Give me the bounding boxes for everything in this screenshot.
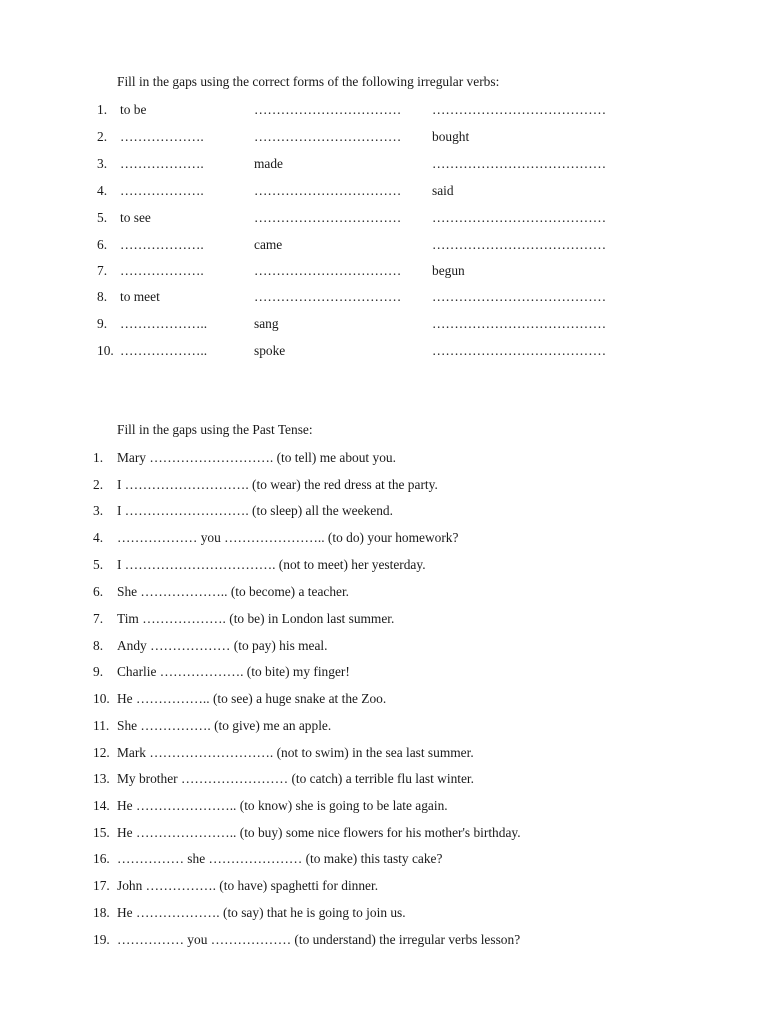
sentence-number: 13. (93, 771, 110, 786)
infinitive-cell: to meet (120, 289, 160, 304)
sentence-number: 14. (93, 798, 110, 813)
past-simple-cell: came (254, 237, 283, 252)
row-number: 10. (97, 343, 114, 358)
sentence-text: I ………………………. (to wear) the red dress at the party. (117, 477, 438, 492)
past-participle-cell: ………………………………… (432, 237, 607, 252)
infinitive-cell: ………………. (120, 237, 204, 252)
infinitive-cell: ………………. (120, 263, 204, 278)
sentence-text: …………… she ………………… (to make) this tasty cake? (117, 851, 443, 866)
row-number: 5. (97, 210, 108, 225)
row-number: 2. (97, 129, 108, 144)
sentence-text: She ……………. (to give) me an apple. (117, 718, 332, 733)
sentence-number: 12. (93, 745, 110, 760)
past-participle-cell: said (432, 183, 454, 198)
infinitive-cell: ……………….. (120, 316, 208, 331)
row-number: 9. (97, 316, 108, 331)
past-participle-cell: bought (432, 129, 470, 144)
sentence-text: …………… you ……………… (to understand) the irregular verbs lesson? (117, 932, 521, 947)
sentence-number: 7. (93, 611, 104, 626)
infinitive-cell: to see (120, 210, 151, 225)
past-participle-cell: ………………………………… (432, 289, 607, 304)
sentence-text: ……………… you ………………….. (to do) your homework? (117, 530, 459, 545)
sentence-number: 17. (93, 878, 110, 893)
sentence-number: 3. (93, 503, 104, 518)
past-simple-cell: …………………………… (254, 183, 402, 198)
sentence-number: 8. (93, 638, 104, 653)
past-simple-cell: …………………………… (254, 210, 402, 225)
sentence-text: Mary ………………………. (to tell) me about you. (117, 450, 396, 465)
past-participle-cell: begun (432, 263, 465, 278)
infinitive-cell: ………………. (120, 129, 204, 144)
sentence-number: 18. (93, 905, 110, 920)
infinitive-cell: ………………. (120, 156, 204, 171)
past-simple-cell: …………………………… (254, 289, 402, 304)
sentence-number: 1. (93, 450, 104, 465)
sentence-text: Mark ………………………. (not to swim) in the sea last summer. (117, 745, 474, 760)
sentence-number: 9. (93, 664, 104, 679)
past-simple-cell: made (254, 156, 283, 171)
sentence-text: He ………………….. (to know) she is going to be late again. (117, 798, 448, 813)
sentence-text: He ………………….. (to buy) some nice flowers for his mother's birthday. (117, 825, 521, 840)
sentence-number: 11. (93, 718, 110, 733)
sentence-text: She ……………….. (to become) a teacher. (117, 584, 350, 599)
past-simple-cell: …………………………… (254, 102, 402, 117)
infinitive-cell: to be (120, 102, 147, 117)
row-number: 4. (97, 183, 108, 198)
past-simple-cell: …………………………… (254, 129, 402, 144)
sentence-text: I ………………………. (to sleep) all the weekend. (117, 503, 393, 518)
sentence-number: 15. (93, 825, 110, 840)
row-number: 3. (97, 156, 108, 171)
sentence-number: 19. (93, 932, 110, 947)
past-participle-cell: ………………………………… (432, 102, 607, 117)
sentence-number: 10. (93, 691, 110, 706)
section1-instruction: Fill in the gaps using the correct forms of the following irregular verbs: (117, 74, 500, 89)
sentence-text: I ……………………………. (not to meet) her yesterday. (117, 557, 426, 572)
past-simple-cell: sang (254, 316, 279, 331)
sentence-text: Tim ………………. (to be) in London last summer. (117, 611, 395, 626)
past-participle-cell: ………………………………… (432, 343, 607, 358)
sentence-number: 6. (93, 584, 104, 599)
row-number: 6. (97, 237, 108, 252)
sentence-number: 16. (93, 851, 110, 866)
past-participle-cell: ………………………………… (432, 156, 607, 171)
row-number: 1. (97, 102, 108, 117)
past-participle-cell: ………………………………… (432, 316, 607, 331)
sentence-number: 2. (93, 477, 104, 492)
sentence-text: Charlie ………………. (to bite) my finger! (117, 664, 350, 679)
sentence-text: Andy ……………… (to pay) his meal. (117, 638, 328, 653)
sentence-number: 5. (93, 557, 104, 572)
sentence-text: My brother …………………… (to catch) a terrible flu last winter. (117, 771, 474, 786)
sentence-number: 4. (93, 530, 104, 545)
section2-instruction: Fill in the gaps using the Past Tense: (117, 422, 313, 437)
infinitive-cell: ……………….. (120, 343, 208, 358)
infinitive-cell: ………………. (120, 183, 204, 198)
past-participle-cell: ………………………………… (432, 210, 607, 225)
past-simple-cell: spoke (254, 343, 286, 358)
sentence-text: John ……………. (to have) spaghetti for dinner. (117, 878, 379, 893)
row-number: 8. (97, 289, 108, 304)
sentence-text: He …………….. (to see) a huge snake at the Zoo. (117, 691, 387, 706)
past-simple-cell: …………………………… (254, 263, 402, 278)
row-number: 7. (97, 263, 108, 278)
sentence-text: He ………………. (to say) that he is going to join us. (117, 905, 406, 920)
